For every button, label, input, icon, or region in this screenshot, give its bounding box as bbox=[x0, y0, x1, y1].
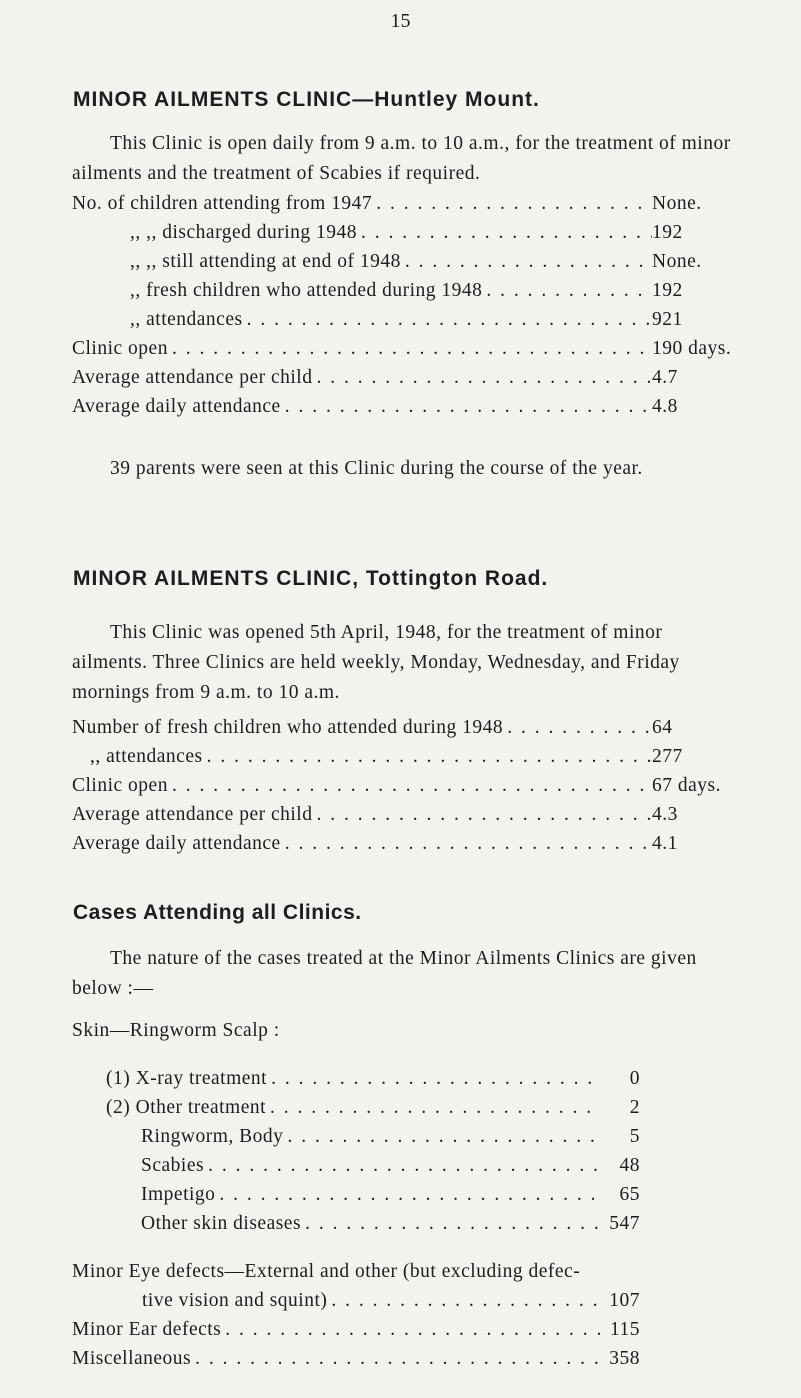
section-note-parents: 39 parents were seen at this Clinic during the course of the year. bbox=[110, 458, 643, 479]
section-intro-huntley-mount: This Clinic is open daily from 9 a.m. to 10 a.m., for the treatment of minor ailments and the treatment of Scabies if required. bbox=[72, 133, 731, 184]
section-heading-huntley-mount: MINOR AILMENTS CLINIC—Huntley Mount. bbox=[73, 88, 540, 111]
case-row: Miscellaneous . . . 358 bbox=[72, 1348, 640, 1374]
stat-row: Number of fresh children who attended during 1948 . . . 64 bbox=[72, 717, 732, 743]
stat-row: No. of children attending from 1947 . . . None. bbox=[72, 193, 732, 219]
stat-row: Clinic open . . . 67 days. bbox=[72, 775, 732, 801]
stat-row: Average daily attendance . . . 4.8 bbox=[72, 396, 732, 422]
stat-row: ,, ,, still attending at end of 1948 . . . None. bbox=[72, 251, 732, 277]
stat-row: ,, fresh children who attended during 1948 . . . 192 bbox=[72, 280, 732, 306]
section-intro-cases: The nature of the cases treated at the Minor Ailments Clinics are given below :— bbox=[72, 948, 697, 999]
stat-row: Average daily attendance . . . 4.1 bbox=[72, 833, 732, 859]
stat-row: Average attendance per child . . . 4.7 bbox=[72, 367, 732, 393]
skin-ringworm-label: Skin—Ringworm Scalp : bbox=[72, 1020, 280, 1041]
case-row: Impetigo . . . 65 bbox=[141, 1184, 640, 1210]
stat-row: ,, ,, discharged during 1948 . . . 192 bbox=[72, 222, 732, 248]
stat-row: Clinic open . . . 190 days. bbox=[72, 338, 732, 364]
case-row: tive vision and squint) . . . 107 bbox=[142, 1290, 640, 1316]
eye-defects-label-line1: Minor Eye defects—External and other (but excluding defec- bbox=[72, 1261, 581, 1282]
stat-row: ,, attendances . . . 921 bbox=[72, 309, 732, 335]
case-row: (1) X-ray treatment . . . 0 bbox=[106, 1068, 640, 1094]
section-heading-cases: Cases Attending all Clinics. bbox=[73, 901, 362, 924]
page-number: 15 bbox=[390, 10, 411, 32]
case-row: (2) Other treatment . . . 2 bbox=[106, 1097, 640, 1123]
case-row: Ringworm, Body . . . 5 bbox=[141, 1126, 640, 1152]
case-row: Scabies . . . 48 bbox=[141, 1155, 640, 1181]
section-intro-tottington-road: This Clinic was opened 5th April, 1948, for the treatment of minor ailments. Three Clinics are held weekly, Monday, Wednesday, and Friday mornings from 9 a.m. to 10 a.m. bbox=[72, 622, 680, 703]
case-row: Minor Ear defects . . . 115 bbox=[72, 1319, 640, 1345]
stat-row: Average attendance per child . . . 4.3 bbox=[72, 804, 732, 830]
case-row: Other skin diseases . . . 547 bbox=[141, 1213, 640, 1239]
section-heading-tottington-road: MINOR AILMENTS CLINIC, Tottington Road. bbox=[73, 567, 549, 590]
stat-row: ,, attendances . . . 277 bbox=[72, 746, 732, 772]
